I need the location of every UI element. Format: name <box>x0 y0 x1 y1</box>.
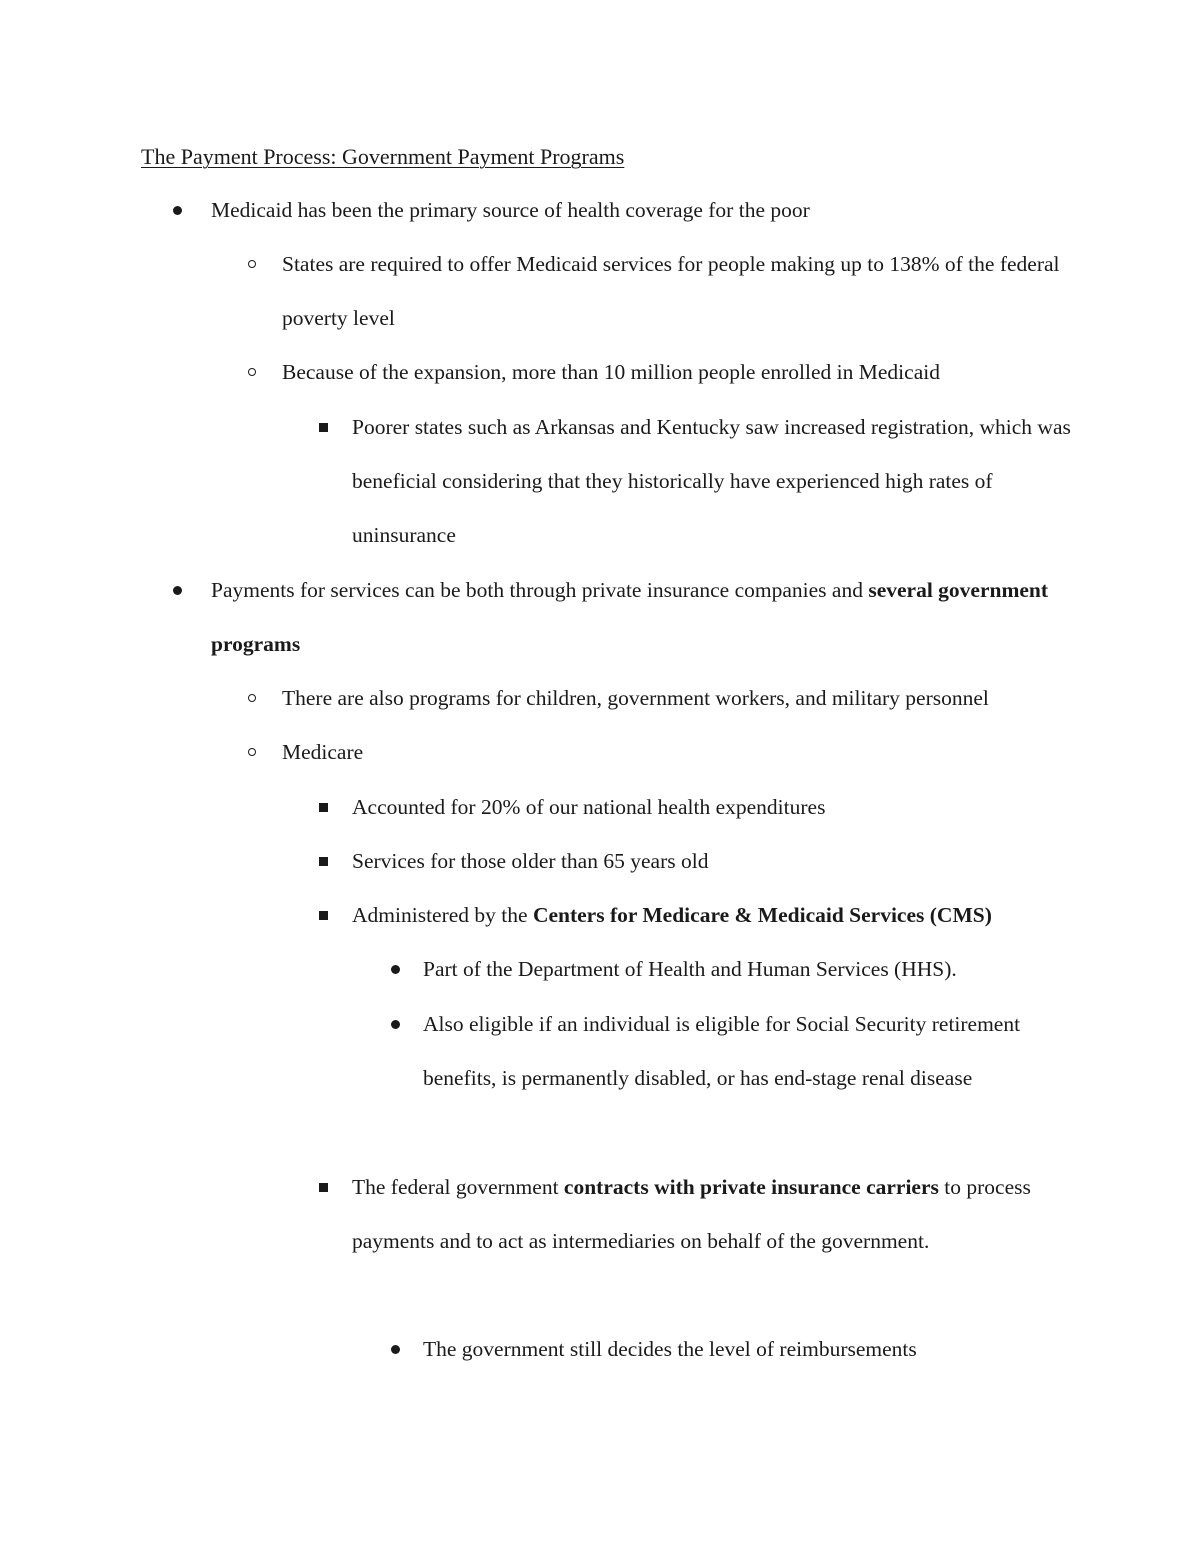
list-item-text-plain: The federal government <box>352 1175 564 1199</box>
list-item <box>352 780 1072 834</box>
list-item-text: Poorer states such as Arkansas and Kentucky saw increased registration, which was beneficial considering that they historically have experienced high rates of uninsurance <box>352 415 1071 547</box>
list-item <box>282 671 1072 725</box>
disc-bullet-icon <box>388 997 402 1051</box>
list-item <box>352 888 1112 942</box>
list-item <box>211 183 1071 237</box>
list-item-text: The government still decides the level of reimbursements <box>423 1337 917 1361</box>
list-item-text: Also eligible if an individual is eligible for Social Security retirement benefits, is permanently disabled, or has end-stage renal disease <box>423 1012 1021 1090</box>
circle-bullet-icon <box>245 345 259 399</box>
list-item-text: Because of the expansion, more than 10 million people enrolled in Medicaid <box>282 360 940 384</box>
disc-bullet-icon <box>170 563 184 617</box>
list-item-text-plain: to process payments and to act as intermediaries on behalf of the government. <box>352 1175 1031 1253</box>
square-bullet-icon <box>316 888 330 942</box>
list-item-text <box>352 1160 1072 1268</box>
disc-bullet-icon <box>388 1322 402 1376</box>
list-item <box>352 1160 1072 1268</box>
square-bullet-icon <box>316 1160 330 1214</box>
list-item-text: Medicare <box>282 740 364 764</box>
list-item <box>423 1322 1073 1376</box>
list-item-text: Part of the Department of Health and Human Services (HHS). <box>423 957 957 981</box>
list-item <box>282 725 1072 779</box>
circle-bullet-icon <box>245 237 259 291</box>
list-item <box>352 400 1072 562</box>
square-bullet-icon <box>316 834 330 888</box>
list-item-text: Medicaid has been the primary source of health coverage for the poor <box>211 198 810 222</box>
list-item <box>282 237 1072 345</box>
list-item-text: Accounted for 20% of our national health expenditures <box>352 795 826 819</box>
page-title: The Payment Process: Government Payment Programs <box>141 144 625 169</box>
circle-bullet-icon <box>245 671 259 725</box>
list-item-text-bold: contracts with private insurance carriers <box>563 1175 939 1199</box>
list-item-text: There are also programs for children, government workers, and military personnel <box>282 686 989 710</box>
list-item-text: Services for those older than 65 years old <box>352 849 709 873</box>
list-item-text: States are required to offer Medicaid services for people making up to 138% of the federal poverty level <box>282 252 1060 330</box>
disc-bullet-icon <box>388 942 402 996</box>
list-item <box>352 834 1072 888</box>
list-item <box>282 345 1072 399</box>
square-bullet-icon <box>316 400 330 454</box>
list-item <box>423 942 1073 996</box>
list-item <box>423 997 1073 1105</box>
disc-bullet-icon <box>170 183 184 237</box>
list-item-text-bold: several government programs <box>211 578 1049 656</box>
list-item-text-plain: Payments for services can be both through private insurance companies and <box>211 578 869 602</box>
square-bullet-icon <box>316 780 330 834</box>
list-item-text <box>352 888 1112 942</box>
list-item-text-plain: Administered by the <box>352 903 533 927</box>
list-item-text-bold: Centers for Medicare & Medicaid Services (CMS) <box>532 903 992 927</box>
list-item-text <box>211 563 1071 671</box>
circle-bullet-icon <box>245 725 259 779</box>
list-item <box>211 563 1071 671</box>
